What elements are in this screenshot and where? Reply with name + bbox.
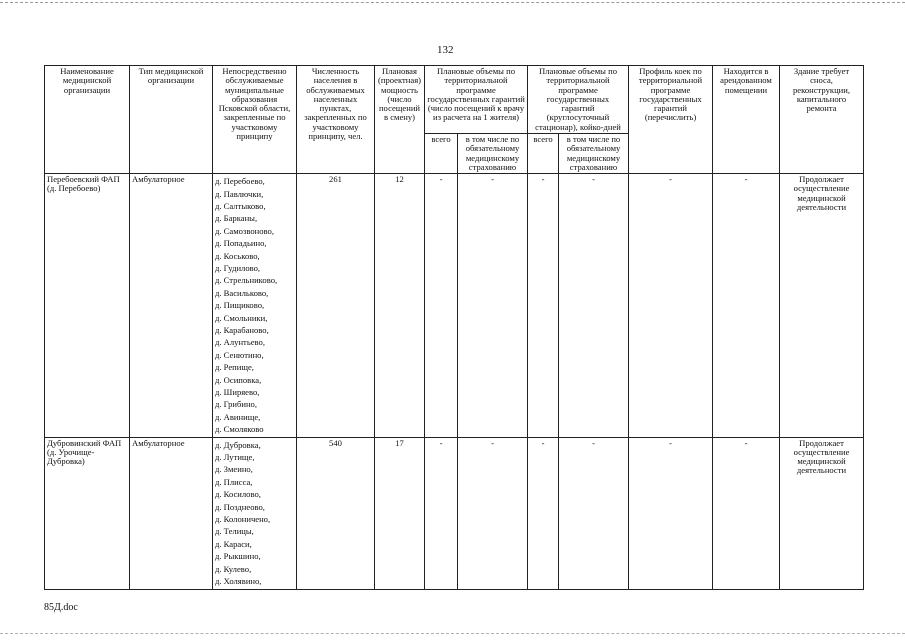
header-capacity: Плановая (проектная) мощность (число посещений в смену) [375,66,425,174]
settlement-item: д. Гудилово, [215,262,261,273]
settlement-item: д. Осиповка, [215,374,262,385]
settlement-item: д. Смольники, [215,312,268,323]
capacity-value: 12 [375,174,425,438]
settlement-item: д. Авинище, [215,411,261,422]
settlement-item: д. Коськово, [215,250,260,261]
stationary-oms-value: - [559,437,629,589]
org-name: Перебоевский ФАП (д. Перебоево) [45,174,130,438]
settlement-item: д. Павлючки, [215,188,264,199]
settlement-item: д. Холявино, [215,576,262,587]
header-name: Наименование медицинской организации [45,66,130,174]
settlement-item: д. Самозвоново, [215,225,274,236]
settlement-list [215,439,294,588]
table-row [45,437,864,589]
settlement-item: д. Телицы, [215,526,254,537]
rented-value: - [713,437,780,589]
population-value: 261 [297,174,375,438]
settlement-item: д. Позднеово, [215,501,265,512]
subheader-stationary-total: всего [528,133,559,173]
served-settlements [213,437,297,589]
subheader-stationary-oms: в том числе по обязательному медицинскому страхованию [559,133,629,173]
settlement-item: д. Ширяево, [215,387,260,397]
building-status: Продолжает осуществление медицинской деятельности [780,437,864,589]
document-footer: 85Д.doc [44,602,78,613]
header-served: Непосредственно обслуживаемые муниципальные образования Псковской области, закрепленные по участковому принципу [213,66,297,174]
settlement-item: д. Дубровка, [215,439,261,450]
settlement-item: д. Колоничено, [215,514,271,525]
header-row [45,66,864,134]
settlement-item: д. Алунтьево, [215,337,265,348]
settlement-item: д. Караси, [215,538,252,549]
visits-oms-value: - [458,174,528,438]
settlement-item: д. Пищиково, [215,300,265,311]
settlement-list [215,175,294,436]
scan-edge-top [0,2,905,7]
served-settlements [213,174,297,438]
visits-oms-value: - [458,437,528,589]
subheader-visits-oms: в том числе по обязательному медицинскому страхованию [458,133,528,173]
settlement-item: д. Сенютино, [215,349,264,360]
org-type: Амбулаторное [130,174,213,438]
settlement-item: д. Барканы, [215,213,258,224]
settlement-item: д. Стрельниково, [215,275,278,286]
header-population: Численность населения в обслуживаемых населенных пунктах, закрепленных по участковому принципу, чел. [297,66,375,174]
scan-edge-bottom [0,633,905,634]
settlement-item: д. Карабаново, [215,324,269,335]
visits-total-value: - [425,174,458,438]
medical-organizations-table [44,65,864,590]
visits-total-value: - [425,437,458,589]
bed-profile-value: - [629,437,713,589]
org-name: Дубровинский ФАП (д. Урочище-Дубровка) [45,437,130,589]
settlement-item: д. Перебоево, [215,176,265,187]
stationary-total-value: - [528,437,559,589]
settlement-item: д. Репище, [215,362,254,373]
header-bed-profile: Профиль коек по территориальной программе государственных гарантий (перечислить) [629,66,713,174]
settlement-item: д. Косилово, [215,489,261,500]
settlement-item: д. Рыкшино, [215,551,261,562]
rented-value: - [713,174,780,438]
building-status: Продолжает осуществление медицинской деятельности [780,174,864,438]
header-tpgg-visits: Плановые объемы по территориальной программе государственных гарантий (число посещений к врачу из расчета на 1 жителя) [425,66,528,134]
settlement-item: д. Попадьино, [215,238,267,249]
population-value: 540 [297,437,375,589]
header-type: Тип медицинской организации [130,66,213,174]
header-rented: Находится в арендованном помещении [713,66,780,174]
header-building: Здание требует сноса, реконструкции, капитального ремонта [780,66,864,174]
settlement-item: д. Лутище, [215,452,255,463]
header-tpgg-stationary: Плановые объемы по территориальной программе государственных гарантий (круглосуточный стационар), койко-дней [528,66,629,134]
page-number: 132 [437,44,454,56]
settlement-item: д. Смоляково [215,424,264,435]
table-row [45,174,864,438]
settlement-item: д. Кулево, [215,563,252,574]
settlement-item: д. Плисса, [215,476,253,487]
subheader-visits-total: всего [425,133,458,173]
bed-profile-value: - [629,174,713,438]
org-type: Амбулаторное [130,437,213,589]
capacity-value: 17 [375,437,425,589]
settlement-item: д. Грибино, [215,399,258,410]
stationary-total-value: - [528,174,559,438]
settlement-item: д. Васильково, [215,287,269,298]
stationary-oms-value: - [559,174,629,438]
settlement-item: д. Салтыково, [215,200,266,211]
settlement-item: д. Змеино, [215,464,253,475]
